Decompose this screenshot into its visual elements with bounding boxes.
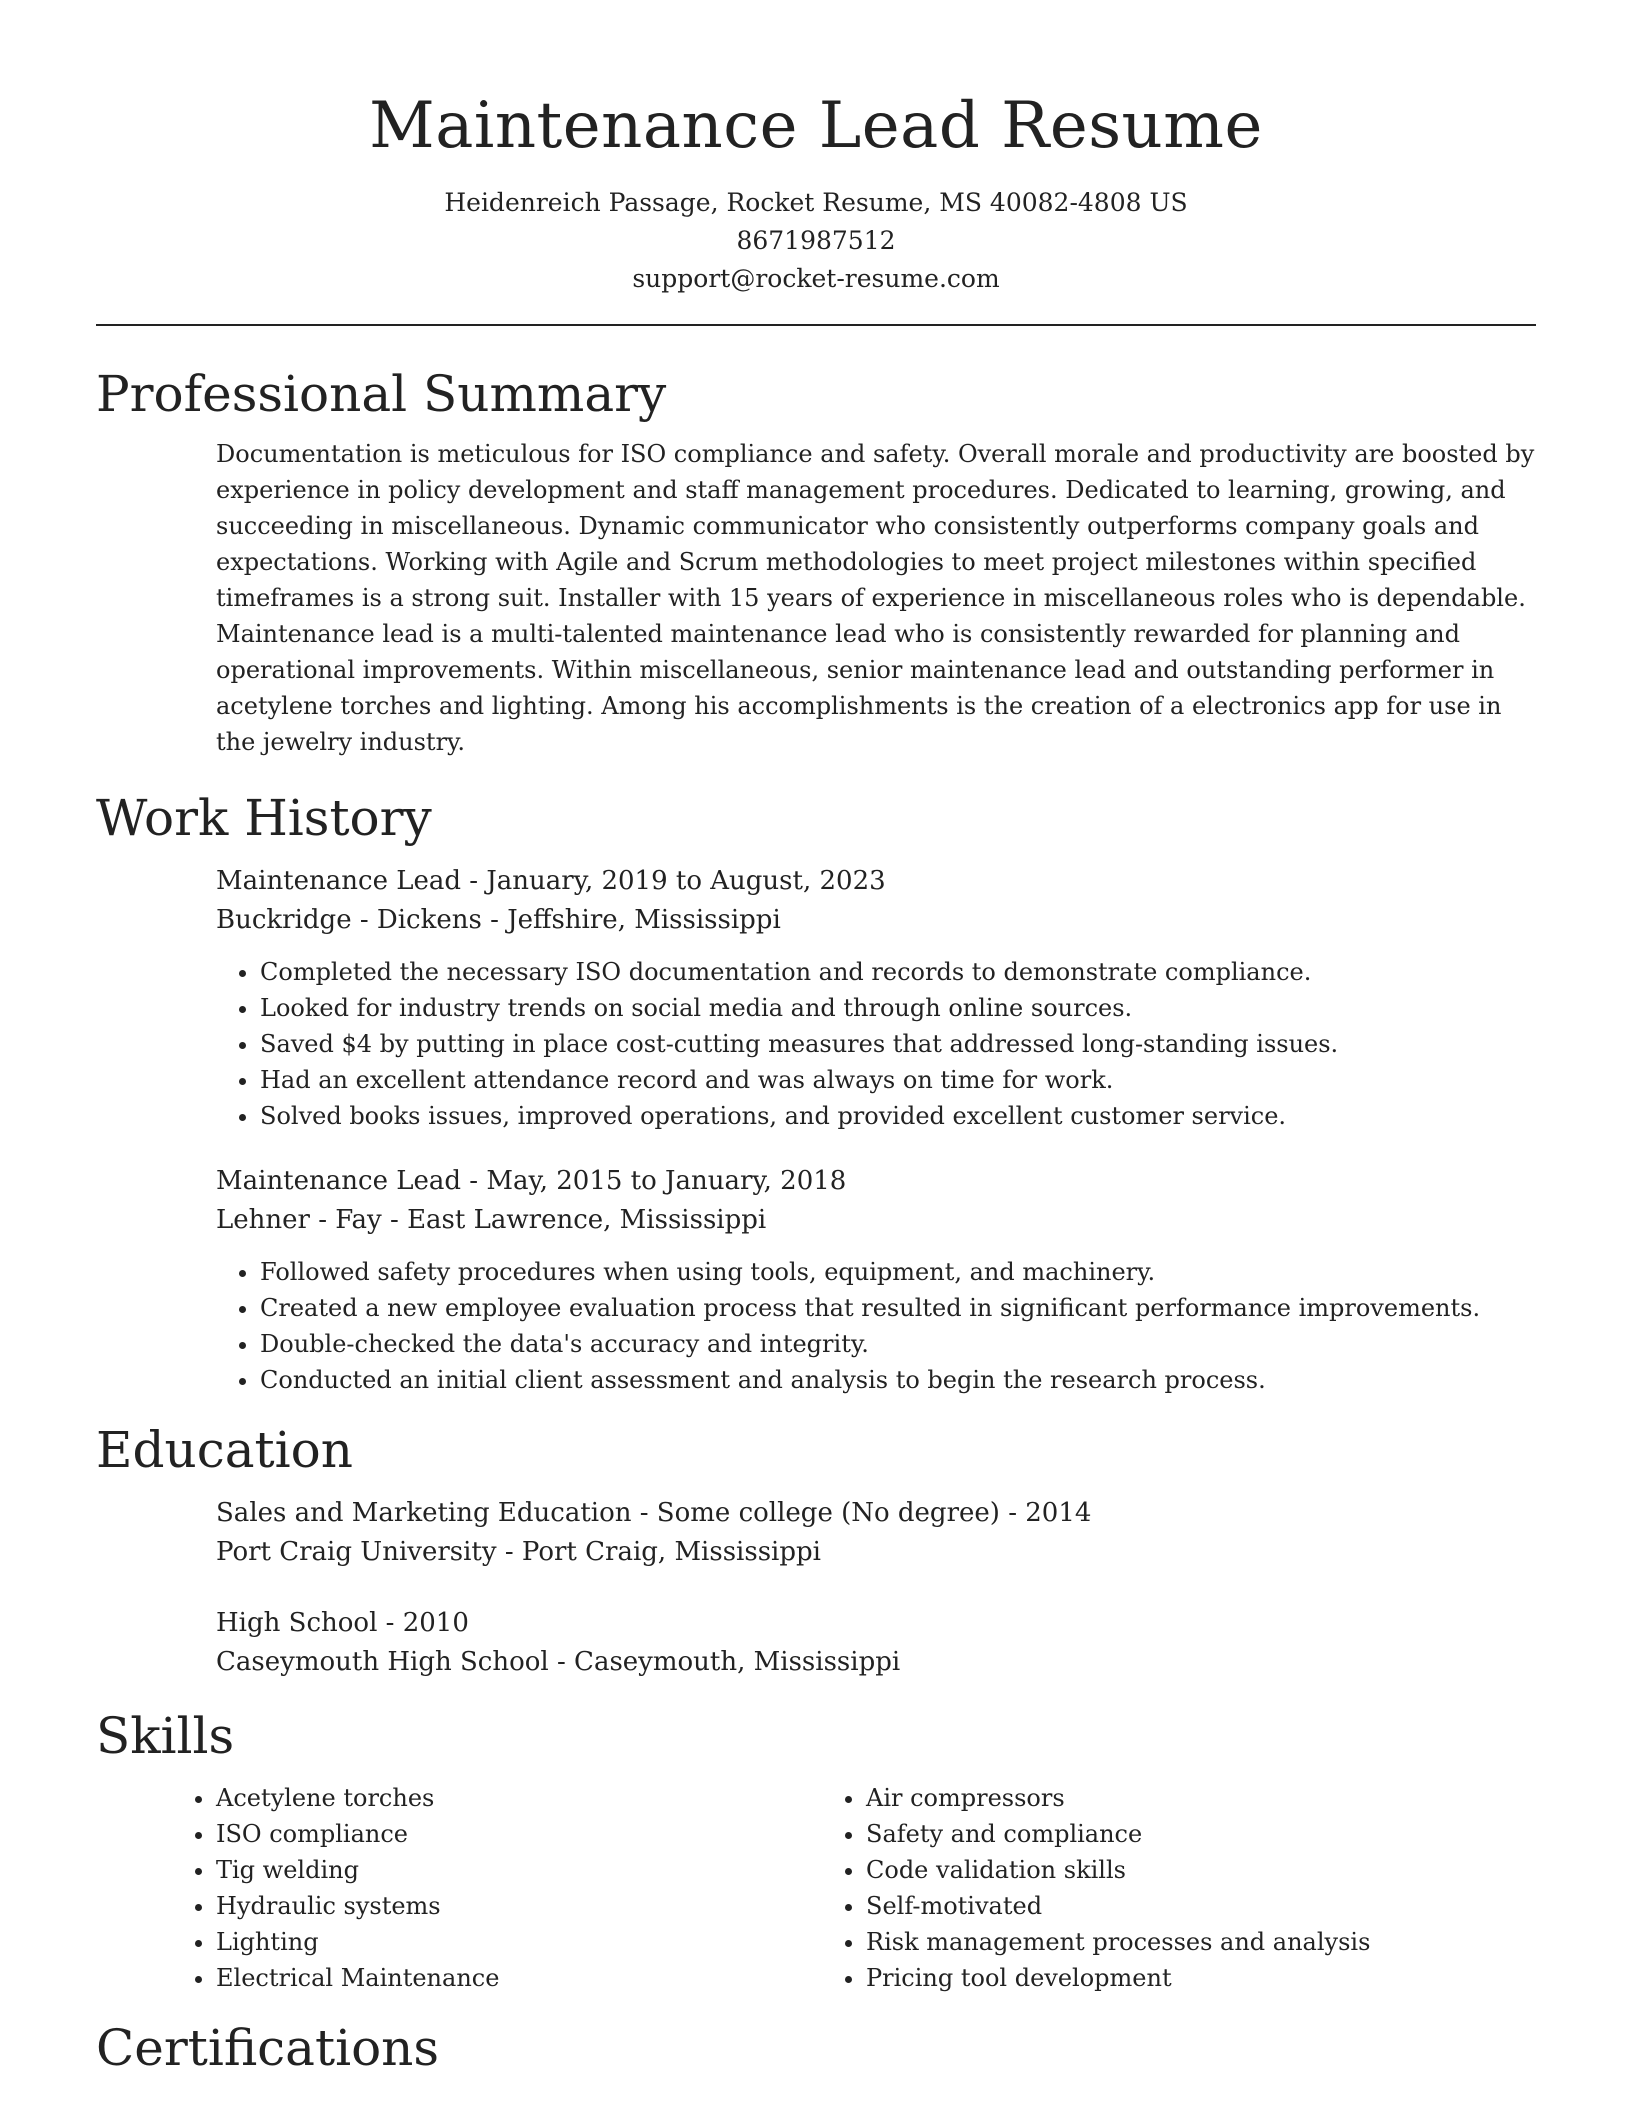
skills-list-left — [172, 1780, 822, 1996]
separator: - — [548, 1647, 575, 1677]
education-location: Caseymouth, Mississippi — [574, 1647, 901, 1677]
education-year: 2010 — [402, 1608, 469, 1638]
section-title-work-history: Work History — [96, 789, 432, 847]
job-bullet: • Conducted an initial client assessment and analysis to begin the research process. — [260, 1362, 1536, 1398]
education-location: Port Craig, Mississippi — [521, 1537, 821, 1567]
contact-phone: 8671987512 — [736, 226, 896, 255]
contact-block — [96, 184, 1536, 298]
skill-item: • Electrical Maintenance — [216, 1960, 822, 1996]
job-entry — [216, 1162, 1536, 1398]
resume-title: Maintenance Lead Resume — [369, 89, 1263, 163]
section-title-skills: Skills — [96, 1707, 235, 1765]
skill-item: • Safety and compliance — [866, 1816, 1466, 1852]
job-location: Jeffshire, Mississippi — [507, 905, 781, 935]
contact-address: Heidenreich Passage, Rocket Resume, MS 40082-4808 US — [444, 188, 1188, 217]
job-bullet: • Completed the necessary ISO documentation and records to demonstrate compliance. — [260, 954, 1536, 990]
job-title-line — [216, 862, 1536, 901]
separator: - — [461, 1166, 487, 1196]
skill-item: • ISO compliance — [216, 1816, 822, 1852]
contact-email: support@rocket-resume.com — [632, 264, 1000, 293]
header-divider — [96, 324, 1536, 326]
education-entry — [216, 1494, 1536, 1572]
education-entry — [216, 1604, 1536, 1682]
skill-item: • Acetylene torches — [216, 1780, 822, 1816]
job-company: Buckridge - Dickens — [216, 905, 482, 935]
job-position: Maintenance Lead — [216, 1166, 462, 1196]
section-title-education: Education — [96, 1421, 353, 1479]
summary-section — [96, 436, 1536, 760]
separator: - — [999, 1498, 1026, 1528]
job-bullet: • Double-checked the data's accuracy and integrity. — [260, 1326, 1536, 1362]
skill-item: • Pricing tool development — [866, 1960, 1466, 1996]
work-history-section — [96, 862, 1536, 1398]
education-degree: High School — [216, 1608, 378, 1638]
job-bullets — [216, 1254, 1536, 1398]
job-company: Lehner - Fay — [216, 1205, 382, 1235]
skill-item: • Tig welding — [216, 1852, 822, 1888]
summary-text: Documentation is meticulous for ISO compliance and safety. Overall morale and productivity are boosted by experience in policy development and staff management procedures. Dedicated to learning, growing, and succeeding in miscellaneous. Dynamic communicator who consistently outperforms company goals and expectations. Working with Agile and Scrum methodologies to meet project milestones within specified timeframes is a strong suit. Installer with 15 years of experience in miscellaneous roles who is dependable. Maintenance lead is a multi-talented maintenance lead who is consistently rewarded for planning and operational improvements. Within miscellaneous, senior maintenance lead and outstanding performer in acetylene torches and lighting. Among his accomplishments is the creation of a electronics app for use in the jewelry industry. — [216, 440, 1535, 756]
job-entry — [216, 862, 1536, 1134]
job-company-line — [216, 901, 1536, 940]
job-dates: January, 2019 to August, 2023 — [486, 866, 886, 896]
separator: - — [496, 1537, 522, 1567]
education-degree-line — [216, 1604, 1536, 1643]
skill-item: • Code validation skills — [866, 1852, 1466, 1888]
skills-list-right — [822, 1780, 1466, 1996]
education-year: 2014 — [1025, 1498, 1092, 1528]
job-bullet: • Created a new employee evaluation process that resulted in significant performance improvements. — [260, 1290, 1536, 1326]
education-degree-line — [216, 1494, 1536, 1533]
skill-item: • Lighting — [216, 1924, 822, 1960]
education-school-line — [216, 1533, 1536, 1572]
education-school: Port Craig University — [216, 1537, 497, 1567]
education-section — [96, 1494, 1536, 1682]
job-bullet: • Saved $4 by putting in place cost-cutting measures that addressed long-standing issues. — [260, 1026, 1536, 1062]
job-position: Maintenance Lead — [216, 866, 462, 896]
skill-item: • Risk management processes and analysis — [866, 1924, 1466, 1960]
education-degree: Sales and Marketing Education - Some college (No degree) — [216, 1498, 1000, 1528]
job-bullet: • Followed safety procedures when using tools, equipment, and machinery. — [260, 1254, 1536, 1290]
skills-grid — [172, 1780, 1536, 1996]
skill-item: • Air compressors — [866, 1780, 1466, 1816]
separator: - — [461, 866, 487, 896]
separator: - — [381, 1205, 408, 1235]
skill-item: • Hydraulic systems — [216, 1888, 822, 1924]
separator: - — [377, 1608, 403, 1638]
section-title-summary: Professional Summary — [96, 365, 667, 423]
job-bullets — [216, 954, 1536, 1134]
separator: - — [481, 905, 508, 935]
job-bullet: • Had an excellent attendance record and was always on time for work. — [260, 1062, 1536, 1098]
resume-page — [96, 0, 1536, 2078]
resume-header — [96, 0, 1536, 298]
job-company-line — [216, 1201, 1536, 1240]
job-bullet: • Solved books issues, improved operations, and provided excellent customer service. — [260, 1098, 1536, 1134]
job-dates: May, 2015 to January, 2018 — [486, 1166, 847, 1196]
job-title-line — [216, 1162, 1536, 1201]
education-school-line — [216, 1643, 1536, 1682]
education-school: Caseymouth High School — [216, 1647, 549, 1677]
job-bullet: • Looked for industry trends on social media and through online sources. — [260, 990, 1536, 1026]
skill-item: • Self-motivated — [866, 1888, 1466, 1924]
section-title-certifications: Certifications — [96, 2019, 440, 2077]
job-location: East Lawrence, Mississippi — [407, 1205, 767, 1235]
skills-section — [96, 1780, 1536, 1996]
